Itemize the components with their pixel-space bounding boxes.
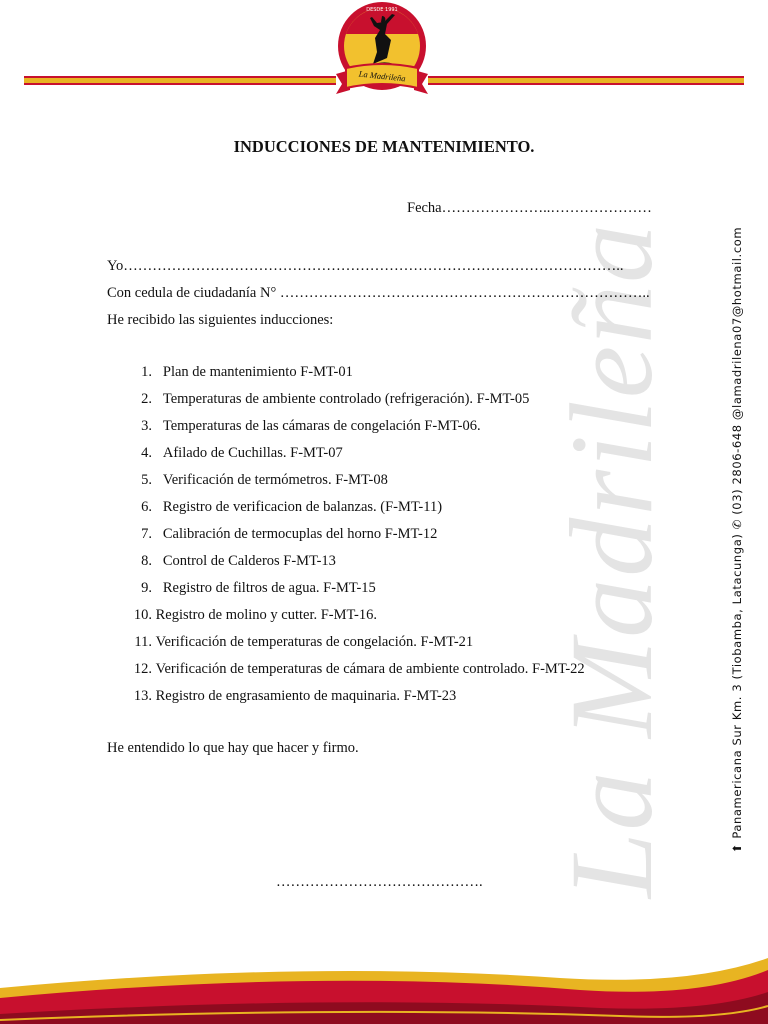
- item-number: 4.: [141, 445, 152, 461]
- list-item: [107, 579, 585, 606]
- contact-strip: [730, 227, 744, 853]
- induction-list: [107, 363, 585, 714]
- list-item: [107, 606, 585, 633]
- item-text: Afilado de Cuchillas. F-MT-07: [162, 445, 343, 461]
- item-number: 10.: [133, 607, 152, 623]
- item-text: Temperaturas de las cámaras de congelación F-MT-06.: [162, 418, 481, 434]
- list-item: [107, 417, 585, 444]
- item-text: Registro de engrasamiento de maquinaria. F-MT-23: [155, 688, 457, 704]
- item-text: Plan de mantenimiento F-MT-01: [162, 364, 353, 380]
- list-item: [107, 498, 585, 525]
- item-text: Registro de molino y cutter. F-MT-16.: [155, 607, 378, 623]
- list-item: [107, 552, 585, 579]
- brand-logo: [332, 0, 432, 102]
- item-number: 11.: [134, 634, 152, 650]
- list-item: [107, 525, 585, 552]
- header-divider-right: [428, 76, 744, 85]
- item-number: 13.: [133, 688, 152, 704]
- list-item: [107, 444, 585, 471]
- item-number: 1.: [141, 364, 152, 380]
- cedula-field[interactable]: Con cedula de ciudadanía N° …………………………………………………………………..: [107, 285, 650, 301]
- item-number: 9.: [141, 580, 152, 596]
- list-item: [107, 687, 585, 714]
- item-number: 12.: [133, 661, 152, 677]
- item-text: Control de Calderos F-MT-13: [162, 553, 336, 569]
- item-text: Calibración de termocuplas del horno F-MT-12: [162, 526, 438, 542]
- item-number: 3.: [141, 418, 152, 434]
- list-item: [107, 471, 585, 498]
- name-field[interactable]: Yo…………………………………………………………………………………………..: [107, 258, 624, 274]
- list-item: [107, 660, 585, 687]
- signature-line[interactable]: …………………………………….: [276, 874, 483, 890]
- intro-text: He recibido las siguientes inducciones:: [107, 312, 334, 328]
- item-number: 6.: [141, 499, 152, 515]
- list-item: [107, 633, 585, 660]
- list-item: [107, 363, 585, 390]
- item-number: 8.: [141, 553, 152, 569]
- item-text: Verificación de temperaturas de congelación. F-MT-21: [155, 634, 474, 650]
- fecha-field[interactable]: Fecha…………………..…………………: [407, 200, 652, 216]
- footer-wave: [0, 940, 768, 1024]
- item-number: 2.: [141, 391, 152, 407]
- item-number: 7.: [141, 526, 152, 542]
- document-title: INDUCCIONES DE MANTENIMIENTO.: [233, 137, 535, 156]
- contact-address: Panamericana Sur Km. 3 (Tiobamba, Latacunga): [730, 533, 744, 839]
- header-divider-left: [24, 76, 336, 85]
- location-arrow-icon: ⬆: [730, 842, 744, 854]
- list-item: [107, 390, 585, 417]
- phone-icon: ✆: [730, 519, 744, 530]
- acknowledgement-text: He entendido lo que hay que hacer y firmo.: [107, 740, 359, 756]
- item-text: Registro de verificacion de balanzas. (F-MT-11): [162, 499, 443, 515]
- email-icon: @: [730, 407, 744, 421]
- item-text: Verificación de temperaturas de cámara de ambiente controlado. F-MT-22: [155, 661, 585, 677]
- item-number: 5.: [141, 472, 152, 488]
- item-text: Verificación de termómetros. F-MT-08: [162, 472, 388, 488]
- item-text: Temperaturas de ambiente controlado (refrigeración). F-MT-05: [162, 391, 530, 407]
- brand-watermark: La Madrileña: [546, 221, 677, 899]
- logo-top-text: DESDE 1991: [366, 7, 398, 13]
- contact-email: lamadrilena07@hotmail.com: [730, 226, 744, 408]
- logo-ribbon-text: La Madrileña: [358, 68, 407, 84]
- contact-phone: (03) 2806-648: [730, 424, 744, 515]
- item-text: Registro de filtros de agua. F-MT-15: [162, 580, 376, 596]
